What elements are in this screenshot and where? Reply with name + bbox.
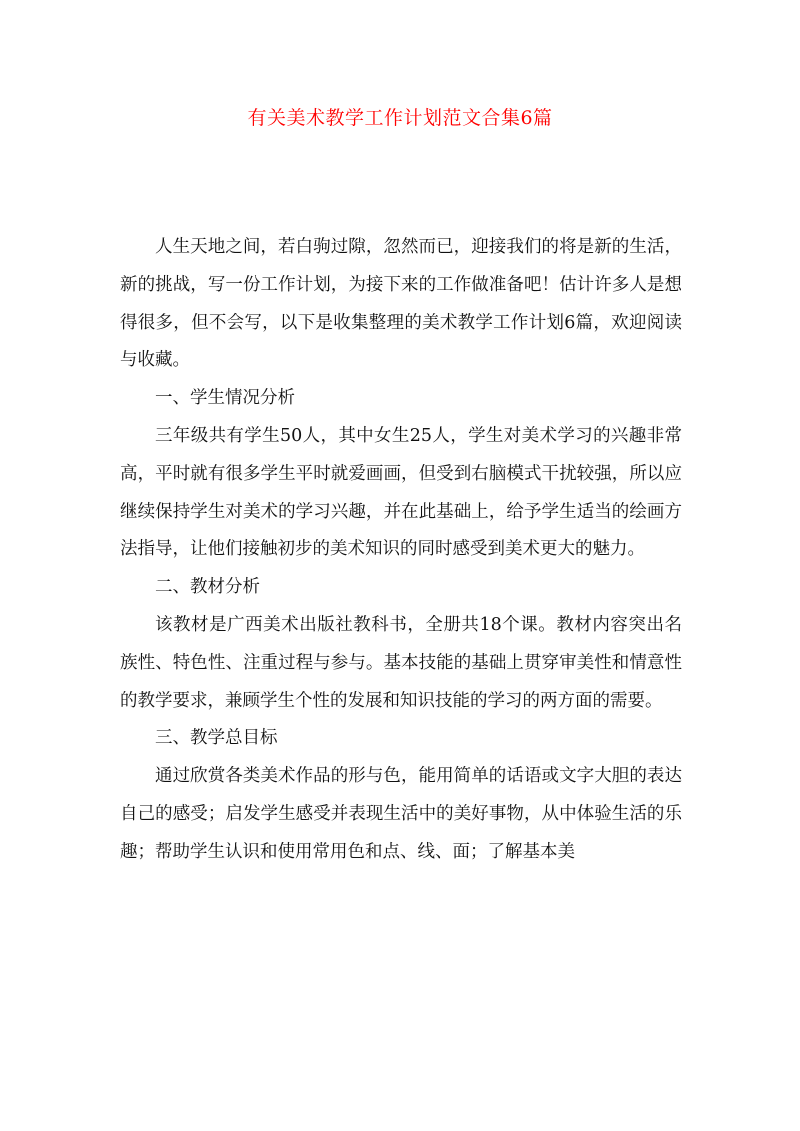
document-body bbox=[120, 229, 682, 872]
teaching-goals-paragraph: 通过欣赏各类美术作品的形与色，能用简单的话语或文字大胆的表达自己的感受；启发学生感受并表现生活中的美好事物，从中体验生活的乐趣；帮助学生认识和使用常用色和点、线、面；了解基本美 bbox=[120, 766, 682, 862]
textbook-analysis-paragraph: 该教材是广西美术出版社教科书，全册共18个课。教材内容突出名族性、特色性、注重过程与参与。基本技能的基础上贯穿审美性和情意性的教学要求，兼顾学生个性的发展和知识技能的学习的两方面的需要。 bbox=[120, 614, 682, 711]
section-heading-teaching-goals: 三、教学总目标 bbox=[155, 728, 278, 749]
section-heading-student-analysis: 一、学生情况分析 bbox=[155, 388, 295, 409]
intro-paragraph: 人生天地之间，若白驹过隙，忽然而已，迎接我们的将是新的生活，新的挑战，写一份工作计划，为接下来的工作做准备吧！估计许多人是想得很多，但不会写，以下是收集整理的美术教学工作计划6篇，欢迎阅读与收藏。 bbox=[120, 237, 682, 371]
student-analysis-paragraph: 三年级共有学生50人，其中女生25人，学生对美术学习的兴趣非常高，平时就有很多学生平时就爱画画，但受到右脑模式干扰较强，所以应继续保持学生对美术的学习兴趣，并在此基础上，给予学生适当的绘画方法指导，让他们接触初步的美术知识的同时感受到美术更大的魅力。 bbox=[120, 425, 682, 560]
section-heading-textbook-analysis: 二、教材分析 bbox=[155, 577, 260, 598]
document-title: 有关美术教学工作计划范文合集6篇 bbox=[247, 107, 553, 129]
